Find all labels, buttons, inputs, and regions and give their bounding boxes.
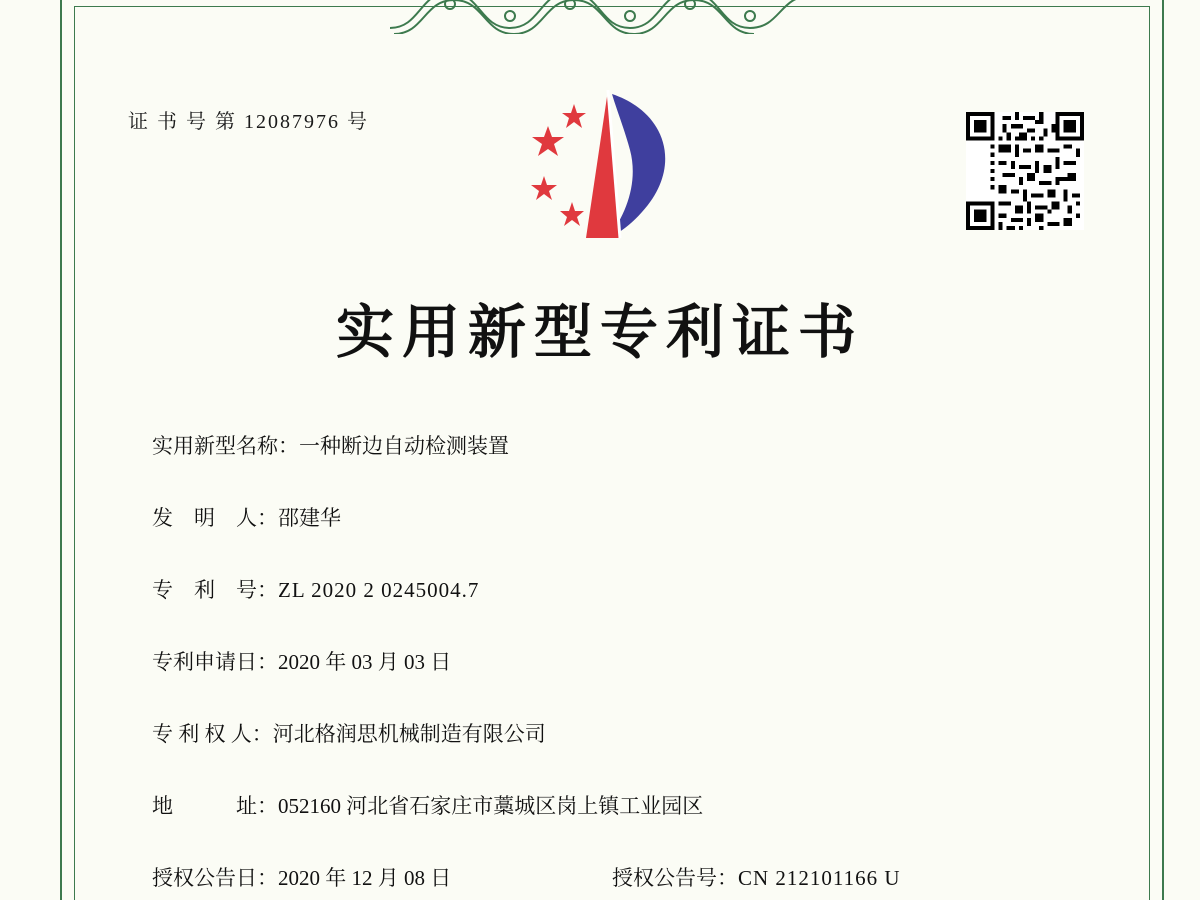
field-label-grant-date: 授权公告日： xyxy=(152,866,278,890)
certificate-fields xyxy=(152,430,1092,900)
page-title: 实用新型专利证书 xyxy=(335,298,864,366)
field-label-name: 实用新型名称： xyxy=(152,434,299,458)
field-value-grant-number: CN 212101166 U xyxy=(738,866,901,890)
field-label-inventor: 发 明 人： xyxy=(152,506,278,530)
field-row-application-date xyxy=(152,646,1092,718)
field-label-address: 地 址： xyxy=(152,794,278,818)
field-value-patent-number: ZL 2020 2 0245004.7 xyxy=(278,578,480,602)
field-row-name xyxy=(152,430,1092,502)
field-value-name: 一种断边自动检测装置 xyxy=(299,434,509,458)
field-row-patentee xyxy=(152,718,1092,790)
field-value-grant-date: 2020 年 12 月 08 日 xyxy=(278,866,452,890)
certificate-number: 证 书 号 第 12087976 号 xyxy=(128,111,369,133)
field-value-inventor: 邵建华 xyxy=(278,506,341,530)
field-row-patent-number xyxy=(152,574,1092,646)
ornamental-scroll-icon xyxy=(380,0,820,34)
field-label-application-date: 专利申请日： xyxy=(152,650,278,674)
cnipa-emblem-icon xyxy=(516,88,696,248)
grant-date-group xyxy=(152,862,451,892)
field-label-grant-number: 授权公告号： xyxy=(612,866,738,890)
qr-code-icon xyxy=(966,112,1084,230)
field-row-inventor xyxy=(152,502,1092,574)
field-label-patentee: 专 利 权 人： xyxy=(152,722,273,746)
field-label-patent-number: 专 利 号： xyxy=(152,578,278,602)
field-value-application-date: 2020 年 03 月 03 日 xyxy=(278,650,452,674)
field-value-address: 052160 河北省石家庄市藁城区岗上镇工业园区 xyxy=(278,794,704,818)
field-row-grant xyxy=(152,862,1092,900)
field-row-address xyxy=(152,790,1092,862)
field-value-patentee: 河北格润思机械制造有限公司 xyxy=(272,722,546,746)
grant-number-group xyxy=(612,862,901,892)
